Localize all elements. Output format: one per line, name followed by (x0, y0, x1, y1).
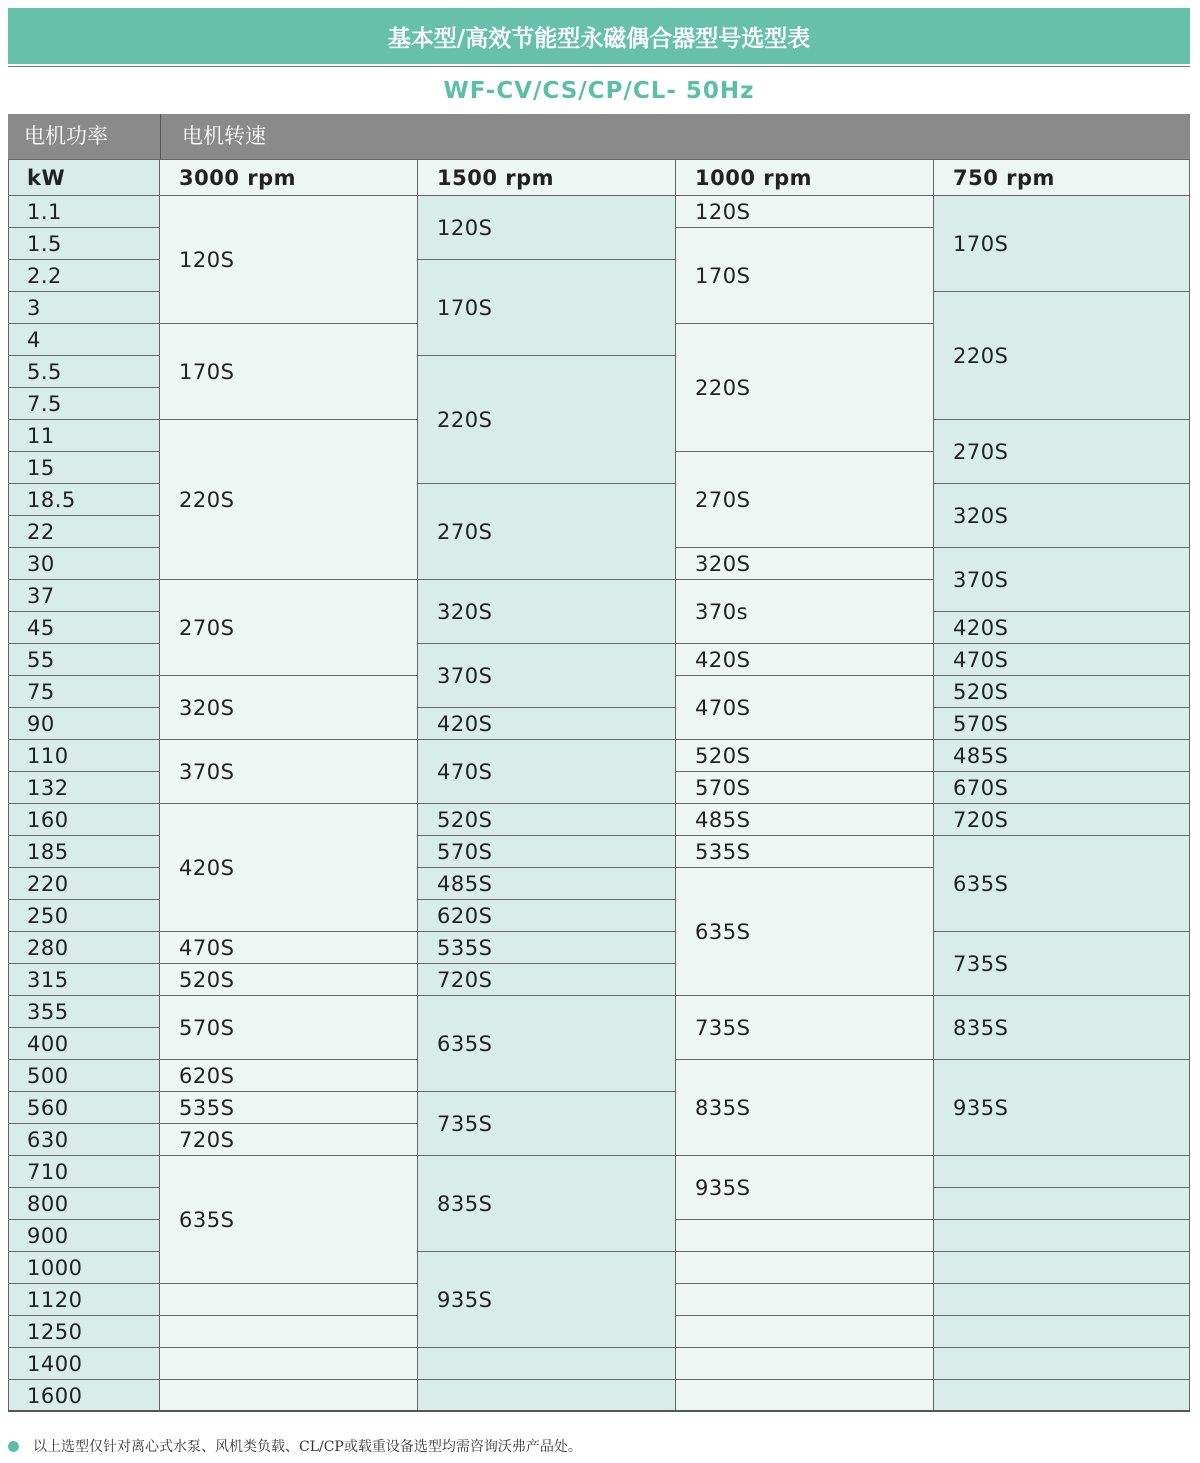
power-cell: 30 (8, 547, 160, 579)
model-cell-750rpm: 670S (934, 771, 1190, 803)
power-cell: 1120 (8, 1283, 160, 1315)
model-cell-750rpm: 735S (934, 931, 1190, 995)
power-cell: 5.5 (8, 355, 160, 387)
model-cell-3000rpm: 170S (160, 323, 418, 419)
header-power-label: 电机功率 (24, 124, 108, 148)
col-head-3000rpm: 3000 rpm (160, 159, 418, 195)
model-cell-1500rpm: 320S (418, 579, 676, 643)
model-cell-750rpm: 485S (934, 739, 1190, 771)
power-cell: 7.5 (8, 387, 160, 419)
power-cell: 710 (8, 1155, 160, 1187)
model-cell-1500rpm: 535S (418, 931, 676, 963)
model-cell-1500rpm: 720S (418, 963, 676, 995)
power-cell: 220 (8, 867, 160, 899)
power-cell: 11 (8, 419, 160, 451)
model-cell-750rpm: 720S (934, 803, 1190, 835)
col-head-1500rpm: 1500 rpm (418, 159, 676, 195)
model-cell-3000rpm (160, 1315, 418, 1347)
power-cell: 45 (8, 611, 160, 643)
footnote (8, 1434, 582, 1458)
model-cell-750rpm (934, 1379, 1190, 1411)
power-cell: 55 (8, 643, 160, 675)
power-cell: 90 (8, 707, 160, 739)
power-cell: 1250 (8, 1315, 160, 1347)
power-cell: 250 (8, 899, 160, 931)
model-cell-1500rpm: 835S (418, 1155, 676, 1251)
power-cell: 800 (8, 1187, 160, 1219)
model-cell-1500rpm: 485S (418, 867, 676, 899)
bullet-dot-icon (8, 1441, 19, 1452)
power-cell: 1000 (8, 1251, 160, 1283)
model-cell-750rpm: 170S (934, 195, 1190, 291)
table-bottom-rule (8, 1410, 1190, 1412)
model-cell-3000rpm: 370S (160, 739, 418, 803)
model-cell-3000rpm (160, 1379, 418, 1411)
power-cell: 1600 (8, 1379, 160, 1411)
model-cell-750rpm (934, 1155, 1190, 1187)
model-cell-1500rpm: 635S (418, 995, 676, 1091)
model-cell-3000rpm: 535S (160, 1091, 418, 1123)
model-cell-750rpm: 835S (934, 995, 1190, 1059)
model-cell-1000rpm: 570S (676, 771, 934, 803)
model-cell-1000rpm (676, 1315, 934, 1347)
power-cell: 37 (8, 579, 160, 611)
header-bar (8, 114, 1190, 159)
col-head-1000rpm: 1000 rpm (676, 159, 934, 195)
power-cell: 18.5 (8, 483, 160, 515)
model-cell-750rpm (934, 1347, 1190, 1379)
power-cell: 355 (8, 995, 160, 1027)
model-cell-3000rpm: 720S (160, 1123, 418, 1155)
model-cell-3000rpm: 270S (160, 579, 418, 675)
model-cell-1000rpm: 270S (676, 451, 934, 547)
model-cell-3000rpm: 220S (160, 419, 418, 579)
model-cell-3000rpm: 420S (160, 803, 418, 931)
power-cell: 3 (8, 291, 160, 323)
model-cell-1500rpm: 935S (418, 1251, 676, 1347)
model-cell-750rpm: 320S (934, 483, 1190, 547)
model-cell-1500rpm: 570S (418, 835, 676, 867)
model-cell-750rpm: 520S (934, 675, 1190, 707)
model-cell-1500rpm: 270S (418, 483, 676, 579)
power-cell: 185 (8, 835, 160, 867)
model-cell-1000rpm (676, 1379, 934, 1411)
model-cell-1500rpm: 120S (418, 195, 676, 259)
power-cell: 400 (8, 1027, 160, 1059)
model-cell-750rpm: 935S (934, 1059, 1190, 1155)
model-cell-750rpm (934, 1219, 1190, 1251)
model-cell-1000rpm: 485S (676, 803, 934, 835)
model-cell-1500rpm (418, 1379, 676, 1411)
model-cell-3000rpm: 635S (160, 1155, 418, 1283)
footnote-text: 以上选型仅针对离心式水泵、风机类负载、CL/CP或载重设备选型均需咨询沃弗产品处。 (33, 1439, 582, 1455)
model-cell-750rpm (934, 1315, 1190, 1347)
model-cell-750rpm: 635S (934, 835, 1190, 931)
model-cell-1500rpm: 620S (418, 899, 676, 931)
power-cell: 2.2 (8, 259, 160, 291)
power-cell: 75 (8, 675, 160, 707)
power-cell: 280 (8, 931, 160, 963)
model-cell-1500rpm: 735S (418, 1091, 676, 1155)
power-cell: 560 (8, 1091, 160, 1123)
model-cell-750rpm: 270S (934, 419, 1190, 483)
col-head-kw: kW (8, 159, 160, 195)
model-cell-3000rpm: 120S (160, 195, 418, 323)
model-cell-3000rpm (160, 1283, 418, 1315)
model-cell-1000rpm: 835S (676, 1059, 934, 1155)
model-cell-1000rpm (676, 1219, 934, 1251)
model-cell-1500rpm: 370S (418, 643, 676, 707)
power-cell: 110 (8, 739, 160, 771)
model-cell-1000rpm: 735S (676, 995, 934, 1059)
power-cell: 132 (8, 771, 160, 803)
model-cell-750rpm: 420S (934, 611, 1190, 643)
power-cell: 160 (8, 803, 160, 835)
model-cell-750rpm: 470S (934, 643, 1190, 675)
header-divider (160, 114, 161, 159)
model-cell-1500rpm: 170S (418, 259, 676, 355)
model-cell-750rpm: 570S (934, 707, 1190, 739)
power-cell: 1.1 (8, 195, 160, 227)
model-cell-1000rpm: 370s (676, 579, 934, 643)
model-cell-1500rpm: 520S (418, 803, 676, 835)
model-cell-3000rpm: 470S (160, 931, 418, 963)
model-cell-1000rpm: 520S (676, 739, 934, 771)
model-cell-1000rpm: 635S (676, 867, 934, 995)
model-cell-1000rpm: 320S (676, 547, 934, 579)
model-cell-750rpm (934, 1251, 1190, 1283)
model-cell-1000rpm (676, 1347, 934, 1379)
power-cell: 500 (8, 1059, 160, 1091)
model-cell-3000rpm (160, 1347, 418, 1379)
model-subtitle: WF-CV/CS/CP/CL- 50Hz (8, 66, 1190, 115)
model-cell-1000rpm: 220S (676, 323, 934, 451)
model-cell-750rpm (934, 1187, 1190, 1219)
model-cell-3000rpm: 620S (160, 1059, 418, 1091)
model-cell-750rpm: 220S (934, 291, 1190, 419)
model-cell-1000rpm: 535S (676, 835, 934, 867)
model-cell-1000rpm: 420S (676, 643, 934, 675)
model-cell-1000rpm: 120S (676, 195, 934, 227)
model-cell-1500rpm: 420S (418, 707, 676, 739)
model-cell-3000rpm: 570S (160, 995, 418, 1059)
model-cell-3000rpm: 320S (160, 675, 418, 739)
power-cell: 1400 (8, 1347, 160, 1379)
header-speed-label: 电机转速 (182, 124, 266, 148)
col-head-750rpm: 750 rpm (934, 159, 1190, 195)
power-cell: 1.5 (8, 227, 160, 259)
model-cell-1500rpm: 220S (418, 355, 676, 483)
model-cell-750rpm (934, 1283, 1190, 1315)
model-cell-750rpm: 370S (934, 547, 1190, 611)
table-left-border (8, 159, 9, 1411)
selection-table (8, 159, 1190, 1411)
model-cell-1000rpm: 935S (676, 1155, 934, 1219)
power-cell: 22 (8, 515, 160, 547)
model-cell-1000rpm (676, 1283, 934, 1315)
power-cell: 315 (8, 963, 160, 995)
table-title: 基本型/高效节能型永磁偶合器型号选型表 (8, 8, 1190, 64)
power-cell: 4 (8, 323, 160, 355)
model-cell-1000rpm: 170S (676, 227, 934, 323)
power-cell: 630 (8, 1123, 160, 1155)
power-cell: 15 (8, 451, 160, 483)
power-cell: 900 (8, 1219, 160, 1251)
model-cell-1500rpm (418, 1347, 676, 1379)
model-cell-3000rpm: 520S (160, 963, 418, 995)
model-cell-1000rpm: 470S (676, 675, 934, 739)
model-cell-1500rpm: 470S (418, 739, 676, 803)
model-cell-1000rpm (676, 1251, 934, 1283)
